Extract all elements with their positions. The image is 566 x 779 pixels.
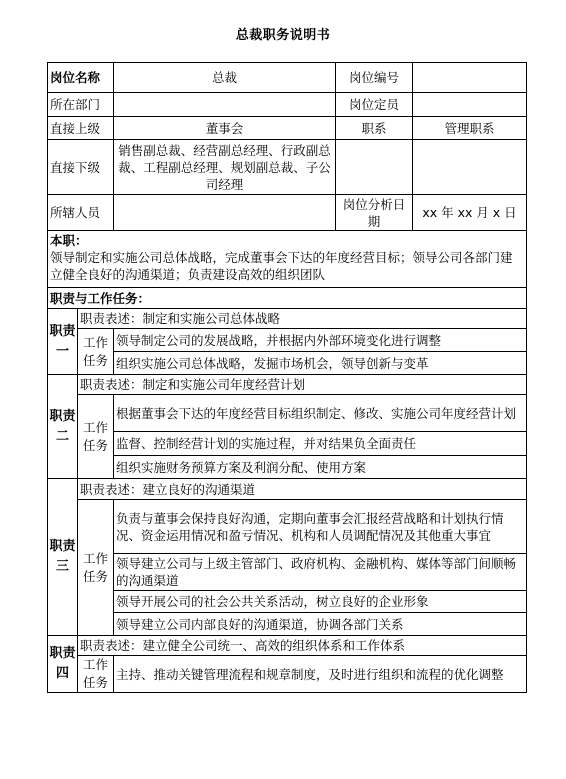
position-code-label: 岗位编号 — [336, 63, 413, 93]
page-title: 总裁职务说明书 — [235, 28, 331, 43]
duty-1-task-2: 组织实施公司总体战略，发掘市场机会，领导创新与变革 — [114, 352, 527, 375]
duty-3-statement-row — [48, 479, 527, 500]
position-code-value — [413, 63, 527, 93]
mission-label: 本职： — [50, 233, 88, 248]
superior-label: 直接上级 — [48, 117, 114, 140]
duty-3-task-3: 领导开展公司的社会公共关系活动，树立良好的企业形象 — [114, 591, 527, 613]
department-value — [114, 93, 336, 117]
subordinate-value: 销售副总裁、经营副总经理、行政副总裁、工程副总经理、规划副总裁、子公司经理 — [114, 140, 336, 195]
duty-1-statement: 职责表述：制定和实施公司总体战略 — [78, 309, 527, 329]
row-superior — [48, 117, 527, 140]
duty-1-statement-row — [48, 309, 527, 329]
duty-4-label: 职责四 — [48, 636, 78, 693]
subordinate-empty-cell — [336, 140, 413, 195]
analysis-date-value: xx 年 xx 月 x 日 — [413, 195, 527, 231]
duty-2-task-row — [48, 432, 527, 456]
duty-1-task-row — [48, 352, 527, 375]
duty-2-task-label: 工作任务 — [78, 395, 114, 479]
mission-text: 领导制定和实施公司总体战略，完成董事会下达的年度经营目标；领导公司各部门建立健全良好的沟通渠道；负责建设高效的组织团队 — [50, 250, 513, 282]
row-mission — [48, 231, 527, 288]
duty-1-task-row — [48, 329, 527, 352]
row-subordinate — [48, 140, 527, 195]
staff-value — [114, 195, 336, 231]
headcount-value — [413, 93, 527, 117]
headcount-label: 岗位定员 — [336, 93, 413, 117]
rank-value: 管理职系 — [413, 117, 527, 140]
duty-3-task-row — [48, 613, 527, 636]
duty-3-task-row — [48, 500, 527, 554]
row-department — [48, 93, 527, 117]
row-position-name — [48, 63, 527, 93]
duty-4-task-1: 主持、推动关键管理流程和规章制度，及时进行组织和流程的优化调整 — [114, 656, 527, 693]
duty-1-label: 职责一 — [48, 309, 78, 375]
duty-2-statement: 职责表述：制定和实施公司年度经营计划 — [78, 375, 527, 395]
duty-3-task-row — [48, 591, 527, 613]
duty-1-task-label: 工作任务 — [78, 329, 114, 375]
position-name-value: 总裁 — [114, 63, 336, 93]
department-label: 所在部门 — [48, 93, 114, 117]
subordinate-label: 直接下级 — [48, 140, 114, 195]
superior-value: 董事会 — [114, 117, 336, 140]
duty-4-statement: 职责表述：建立健全公司统一、高效的组织体系和工作体系 — [78, 636, 527, 656]
duty-2-task-3: 组织实施财务预算方案及利润分配、使用方案 — [114, 456, 527, 479]
duty-2-task-1: 根据董事会下达的年度经营目标组织制定、修改、实施公司年度经营计划 — [114, 395, 527, 432]
job-description-table — [47, 62, 527, 693]
duty-2-label: 职责二 — [48, 375, 78, 479]
duty-2-task-2: 监督、控制经营计划的实施过程，并对结果负全面责任 — [114, 432, 527, 456]
duty-2-statement-row — [48, 375, 527, 395]
row-duties-header — [48, 288, 527, 309]
duty-4-task-row — [48, 656, 527, 693]
subordinate-empty-cell-2 — [413, 140, 527, 195]
duty-1-task-1: 领导制定公司的发展战略，并根据内外部环境变化进行调整 — [114, 329, 527, 352]
duty-3-label: 职责三 — [48, 479, 78, 636]
rank-label: 职系 — [336, 117, 413, 140]
duty-3-statement: 职责表述：建立良好的沟通渠道 — [78, 479, 527, 500]
duty-2-task-row — [48, 395, 527, 432]
mission-cell — [48, 231, 527, 288]
duties-label: 职责与工作任务： — [48, 288, 527, 309]
duty-3-task-2: 领导建立公司与上级主管部门、政府机构、金融机构、媒体等部门间顺畅的沟通渠道 — [114, 554, 527, 591]
position-name-label: 岗位名称 — [48, 63, 114, 93]
duty-4-task-label: 工作任务 — [78, 656, 114, 693]
duty-3-task-1: 负责与董事会保持良好沟通，定期向董事会汇报经营战略和计划执行情况、资金运用情况和盈亏情况、机构和人员调配情况及其他重大事宜 — [114, 500, 527, 554]
duty-3-task-label: 工作任务 — [78, 500, 114, 636]
duty-2-task-row — [48, 456, 527, 479]
row-staff — [48, 195, 527, 231]
duty-3-task-row — [48, 554, 527, 591]
duty-4-statement-row — [48, 636, 527, 656]
analysis-date-label: 岗位分析日期 — [336, 195, 413, 231]
staff-label: 所辖人员 — [48, 195, 114, 231]
duty-3-task-4: 领导建立公司内部良好的沟通渠道，协调各部门关系 — [114, 613, 527, 636]
